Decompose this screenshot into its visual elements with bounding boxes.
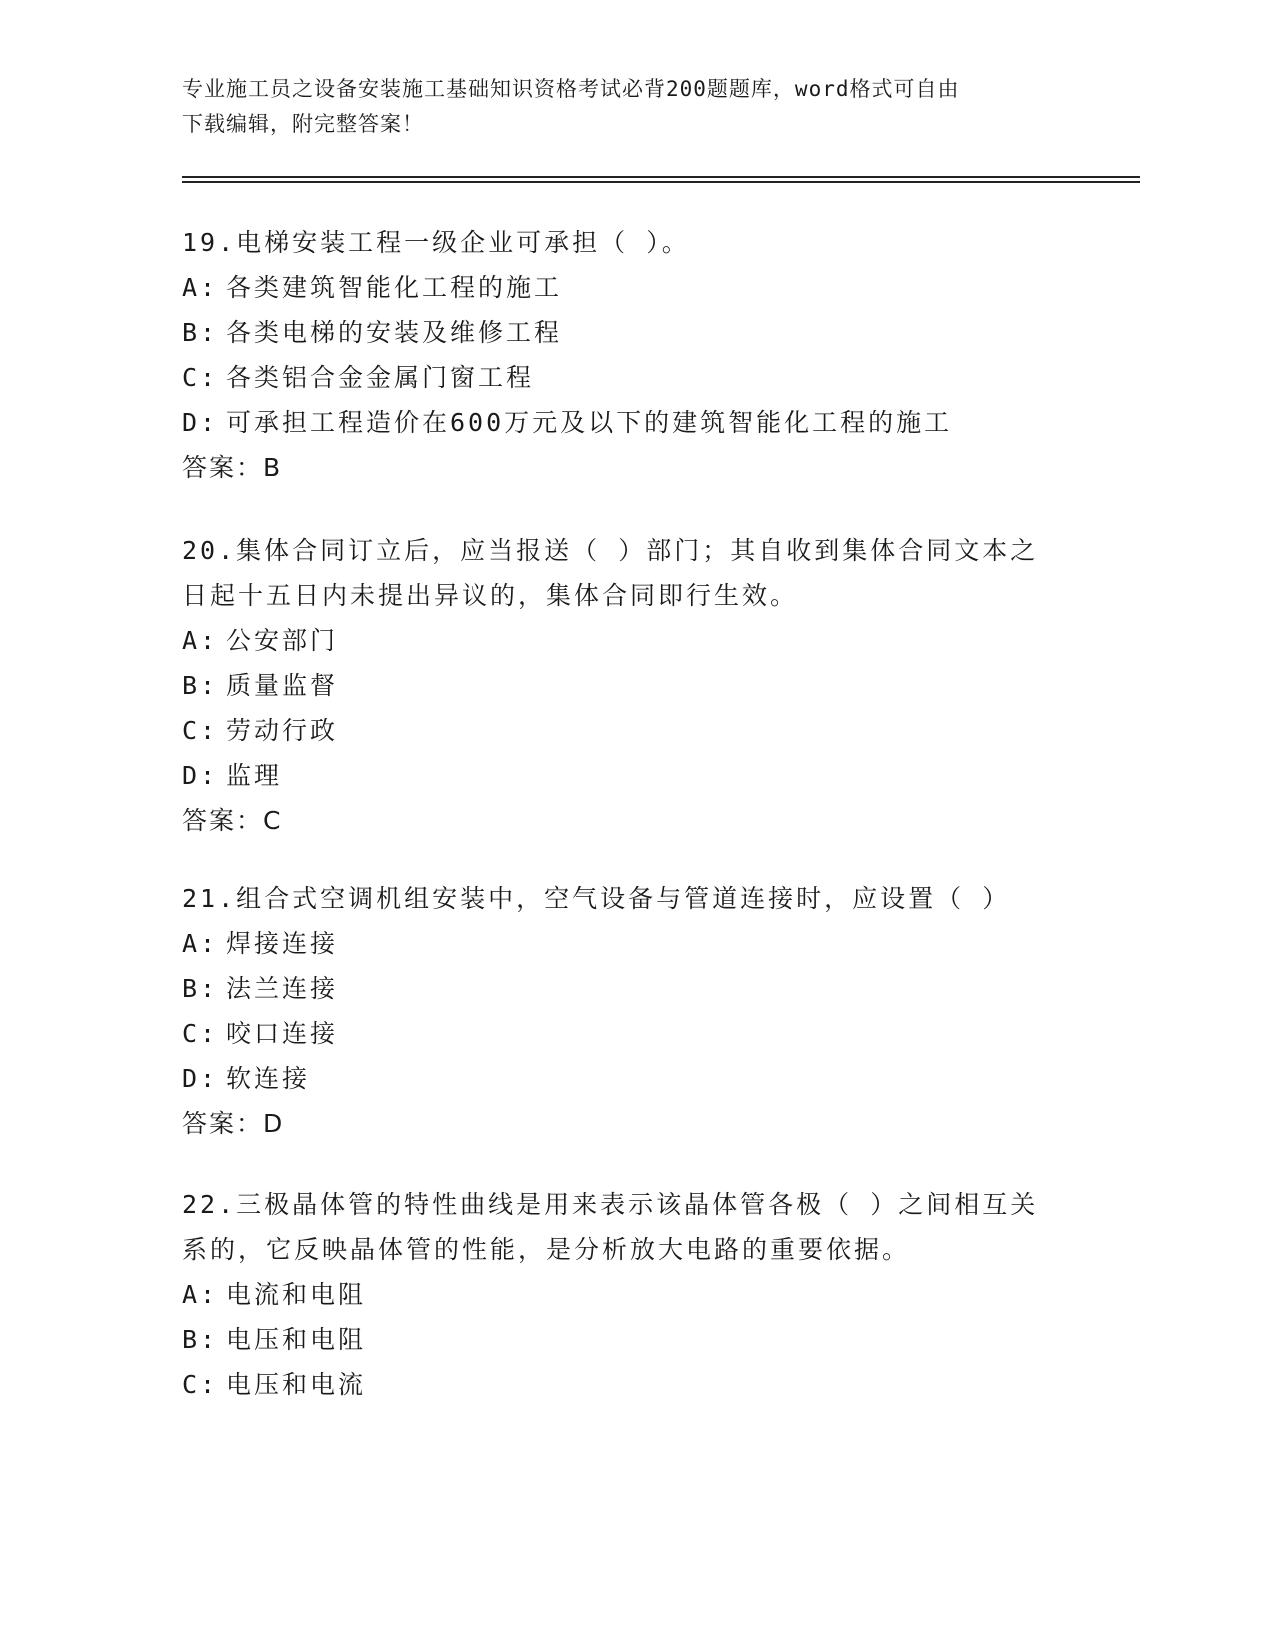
option-letter: C: — [182, 363, 219, 392]
option-c — [182, 1011, 1082, 1056]
option-d — [182, 753, 1082, 798]
option-letter: A: — [182, 273, 219, 302]
option-a — [182, 921, 1082, 966]
option-text: 劳动行政 — [226, 716, 339, 745]
option-a — [182, 618, 1082, 663]
option-c — [182, 355, 1082, 400]
option-letter: C: — [182, 1019, 219, 1048]
option-letter: A: — [182, 1280, 219, 1309]
document-header — [182, 72, 1072, 142]
option-text: 各类电梯的安装及维修工程 — [226, 318, 563, 347]
option-letter: C: — [182, 716, 219, 745]
option-b — [182, 1317, 1082, 1362]
option-letter: D: — [182, 1064, 219, 1093]
question-text-line-1: 20.集体合同订立后，应当报送（ ）部门；其自收到集体合同文本之 — [182, 536, 1039, 565]
option-a — [182, 265, 1082, 310]
option-letter: C: — [182, 1370, 219, 1399]
option-letter: B: — [182, 974, 219, 1003]
option-text: 电压和电阻 — [226, 1325, 367, 1354]
question-19 — [182, 220, 1082, 490]
option-a — [182, 1272, 1082, 1317]
option-b — [182, 966, 1082, 1011]
question-21 — [182, 876, 1082, 1146]
option-letter: B: — [182, 1325, 219, 1354]
option-text: 各类建筑智能化工程的施工 — [226, 273, 563, 302]
answer-text: 答案：D — [182, 1109, 285, 1138]
question-22 — [182, 1182, 1082, 1407]
option-letter: D: — [182, 761, 219, 790]
header-line-2: 下载编辑，附完整答案！ — [182, 112, 424, 136]
option-letter: B: — [182, 318, 219, 347]
option-text: 各类铝合金金属门窗工程 — [226, 363, 535, 392]
option-text: 咬口连接 — [226, 1019, 339, 1048]
option-letter: B: — [182, 671, 219, 700]
option-text: 焊接连接 — [226, 929, 339, 958]
question-text: 21.组合式空调机组安装中，空气设备与管道连接时，应设置（ ） — [182, 884, 1011, 913]
option-text: 可承担工程造价在600万元及以下的建筑智能化工程的施工 — [226, 408, 953, 437]
option-text: 监理 — [226, 761, 283, 790]
option-b — [182, 310, 1082, 355]
answer-text: 答案：B — [182, 453, 283, 482]
option-d — [182, 1056, 1082, 1101]
option-c — [182, 708, 1082, 753]
option-letter: A: — [182, 929, 219, 958]
question-20 — [182, 528, 1082, 843]
option-text: 公安部门 — [226, 626, 339, 655]
option-b — [182, 663, 1082, 708]
option-text: 电压和电流 — [226, 1370, 367, 1399]
option-letter: A: — [182, 626, 219, 655]
header-line-1: 专业施工员之设备安装施工基础知识资格考试必背200题题库，word格式可自由 — [182, 77, 960, 101]
option-text: 法兰连接 — [226, 974, 339, 1003]
question-text-line-2: 日起十五日内未提出异议的，集体合同即行生效。 — [182, 581, 799, 610]
header-divider-top — [182, 176, 1140, 178]
option-text: 质量监督 — [226, 671, 339, 700]
answer-text: 答案：C — [182, 806, 283, 835]
question-text-line-1: 22.三极晶体管的特性曲线是用来表示该晶体管各极（ ）之间相互关 — [182, 1190, 1039, 1219]
header-divider-bottom — [182, 181, 1140, 183]
option-c — [182, 1362, 1082, 1407]
option-text: 电流和电阻 — [226, 1280, 367, 1309]
option-d — [182, 400, 1082, 445]
option-letter: D: — [182, 408, 219, 437]
question-text-line-2: 系的，它反映晶体管的性能，是分析放大电路的重要依据。 — [182, 1235, 911, 1264]
question-text: 19.电梯安装工程一级企业可承担（ ）。 — [182, 228, 690, 257]
option-text: 软连接 — [226, 1064, 311, 1093]
